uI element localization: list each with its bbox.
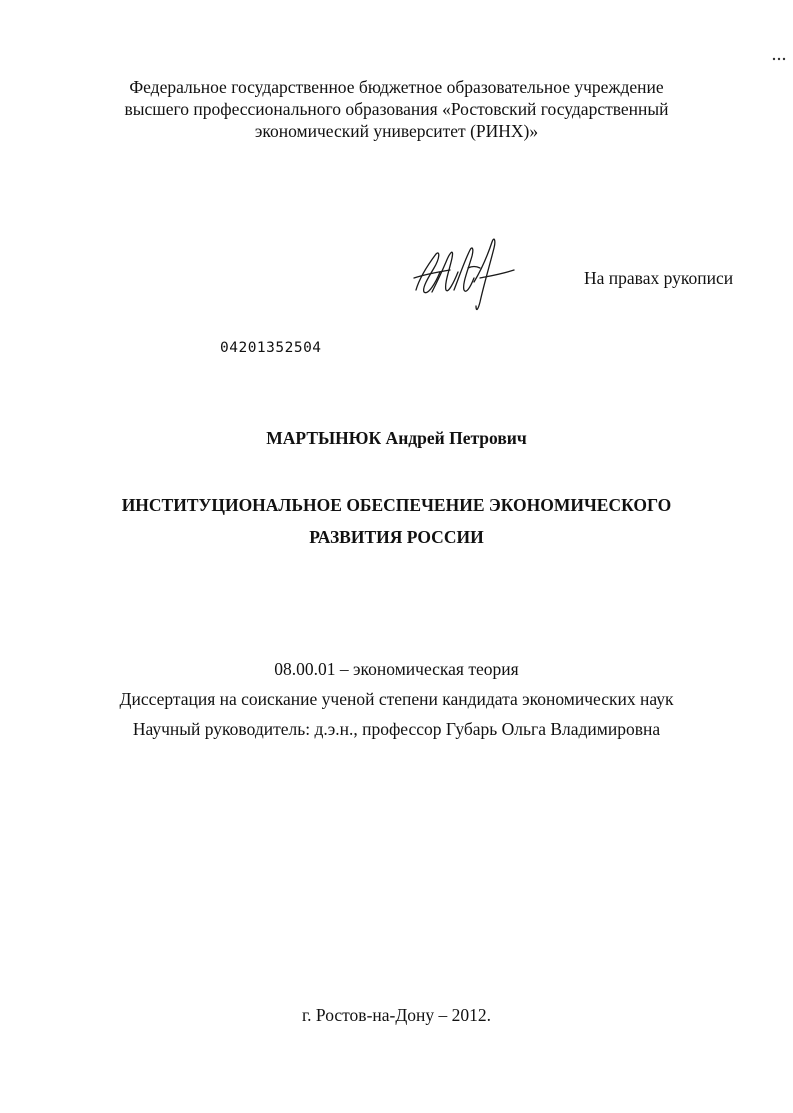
archive-number-stamp: 04201352504 xyxy=(220,340,322,356)
supervisor-line: Научный руководитель: д.э.н., профессор Губарь Ольга Владимировна xyxy=(132,719,661,739)
institution-line-1: Федеральное государственное бюджетное образовательное учреждение xyxy=(129,77,664,97)
corner-mark-icon xyxy=(772,55,786,63)
title-line-1: ИНСТИТУЦИОНАЛЬНОЕ ОБЕСПЕЧЕНИЕ ЭКОНОМИЧЕСКОГО xyxy=(121,495,672,515)
dissertation-details xyxy=(0,654,793,744)
degree-statement: Диссертация на соискание ученой степени кандидата экономических наук xyxy=(119,689,674,709)
title-line-2: РАЗВИТИЯ РОССИИ xyxy=(309,527,484,547)
institution-header xyxy=(0,76,793,142)
handwritten-signature xyxy=(410,232,520,312)
institution-line-2: высшего профессионального образования «Ростовский государственный xyxy=(124,99,669,119)
institution-line-3: экономический университет (РИНХ)» xyxy=(254,121,539,141)
specialty-code: 08.00.01 – экономическая теория xyxy=(274,659,519,679)
place-and-year: г. Ростов-на-Дону – 2012. xyxy=(301,1005,492,1025)
rights-note: На правах рукописи xyxy=(584,268,734,288)
dissertation-title xyxy=(0,489,793,553)
author-name: МАРТЫНЮК Андрей Петрович xyxy=(266,428,527,448)
